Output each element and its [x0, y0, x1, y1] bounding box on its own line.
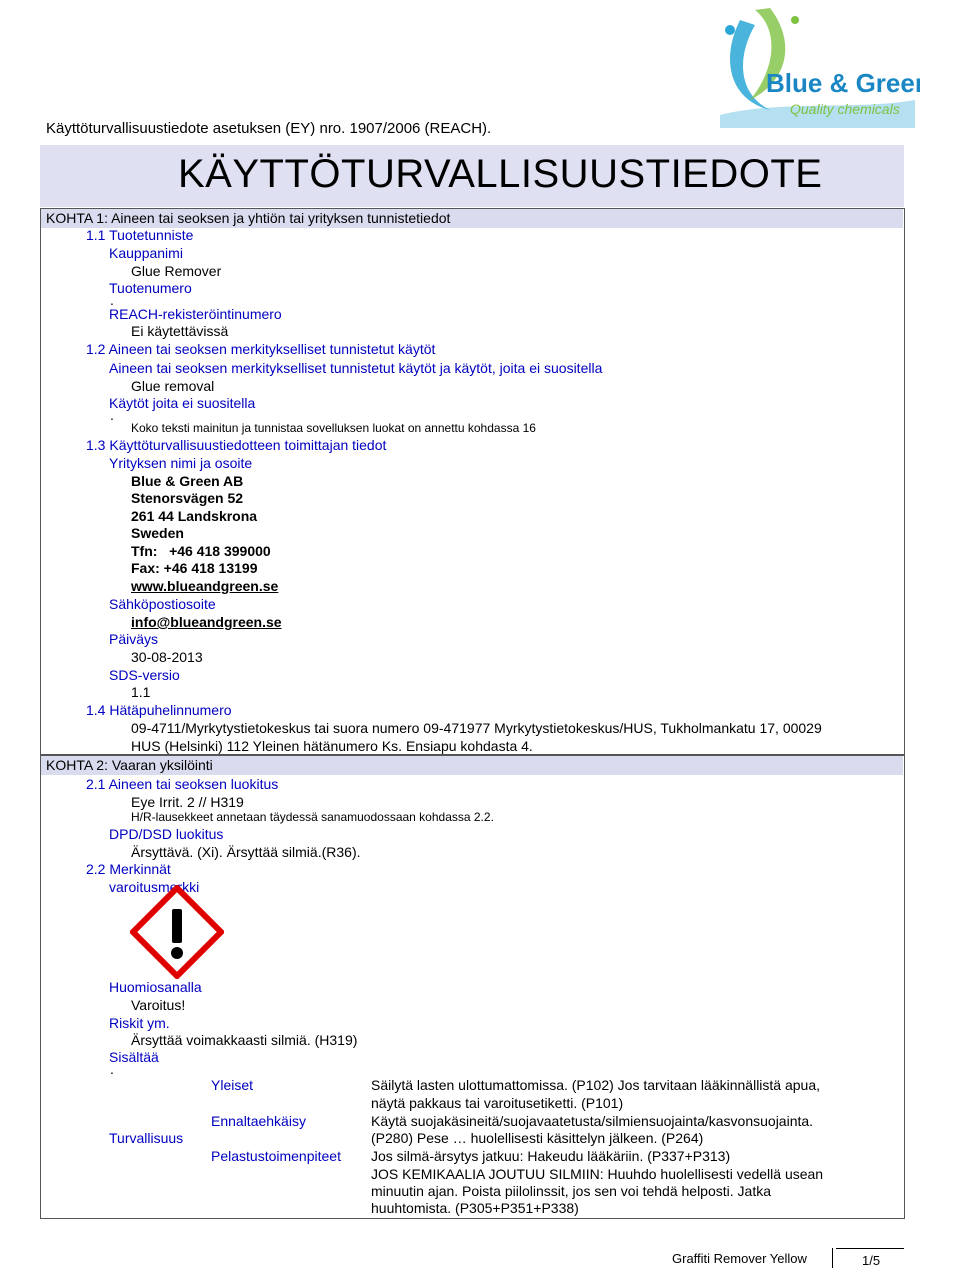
company-logo — [700, 0, 920, 132]
safety-row-text: huuhtomista. (P305+P351+P338) — [371, 1200, 579, 1216]
safety-row-label: Ennaltaehkäisy — [211, 1113, 306, 1129]
footer-divider — [832, 1248, 833, 1268]
pictogram-label: varoitusmerkki — [109, 879, 200, 895]
subsection-1-1: 1.1 Tuotetunniste — [86, 227, 194, 243]
date-value: 30-08-2013 — [131, 649, 203, 665]
trade-name: Glue Remover — [131, 263, 222, 279]
emergency-text: 09-4711/Myrkytystietokeskus tai suora numero 09-471977 Myrkytystietokeskus/HUS, Tukholmankatu 17, 00029 — [131, 720, 822, 736]
safety-row-text: Käytä suojakäsineitä/suojavaatetusta/silmiensuojainta/kasvonsuojainta. — [371, 1113, 814, 1129]
risks-label: Riskit ym. — [109, 1015, 170, 1031]
subsection-1-3: 1.3 Käyttöturvallisuustiedotteen toimittajan tiedot — [86, 437, 387, 453]
classification-value: Eye Irrit. 2 // H319 — [131, 794, 244, 810]
contains-label: Sisältää — [109, 1049, 159, 1065]
emergency-text: HUS (Helsinki) 112 Yleinen hätänumero Ks. Ensiapu kohdasta 4. — [131, 738, 533, 754]
safety-row-text: JOS KEMIKAALIA JOUTUU SILMIIN: Huuhdo huolellisesti vedellä usean — [371, 1166, 824, 1182]
safety-row-text: näytä pakkaus tai varoitusetiketti. (P101) — [371, 1095, 624, 1111]
sds-version-value: 1.1 — [131, 684, 151, 700]
regulation-text: Käyttöturvallisuustiedote asetuksen (EY) nro. 1907/2006 (REACH). — [46, 120, 492, 137]
risks-value: Ärsyttää voimakkaasti silmiä. (H319) — [131, 1032, 358, 1048]
classification-note: Koko teksti mainitun ja tunnistaa sovelluksen luokat on annettu kohdassa 16 — [131, 421, 536, 435]
email-link[interactable]: info@blueandgreen.se — [131, 614, 282, 630]
safety-row-label: Yleiset — [211, 1077, 254, 1093]
sds-version-label: SDS-versio — [109, 667, 180, 683]
company-line: Stenorsvägen 52 — [131, 490, 244, 506]
subsection-1-2: 1.2 Aineen tai seoksen merkitykselliset tunnistetut käytöt — [86, 341, 436, 357]
not-recommended-label: Käytöt joita ei suositella — [109, 395, 256, 411]
date-label: Päiväys — [109, 631, 159, 647]
uses-value: Glue removal — [131, 378, 215, 394]
product-number-label: Tuotenumero — [109, 280, 192, 296]
contains-value: . — [110, 1061, 114, 1077]
uses-label: Aineen tai seoksen merkitykselliset tunnistetut käytöt ja käytöt, joita ei suositella — [109, 360, 603, 376]
reach-label: REACH-rekisteröintinumero — [109, 306, 282, 322]
safety-row-text: (P280) Pese … huolellisesti käsittelyn jälkeen. (P264) — [371, 1130, 704, 1146]
subsection-2-2: 2.2 Merkinnät — [86, 861, 171, 877]
company-label: Yrityksen nimi ja osoite — [109, 455, 253, 471]
email-label: Sähköpostiosoite — [109, 596, 216, 612]
subsection-1-4: 1.4 Hätäpuhelinnumero — [86, 702, 232, 718]
section2-heading: KOHTA 2: Vaaran yksilöinti — [46, 757, 213, 773]
company-line: 261 44 Landskrona — [131, 508, 258, 524]
signal-word: Varoitus! — [131, 997, 186, 1013]
footer-product-name: Graffiti Remover Yellow — [672, 1251, 807, 1266]
dpd-label: DPD/DSD luokitus — [109, 826, 224, 842]
svg-text:Quality chemicals: Quality chemicals — [790, 101, 900, 117]
safety-row-text: Jos silmä-ärsytys jatkuu: Hakeudu lääkäriin. (P337+P313) — [371, 1148, 731, 1164]
company-fax: Fax: +46 418 13199 — [131, 560, 258, 576]
company-phone: Tfn: +46 418 399000 — [131, 543, 271, 559]
trade-name-label: Kauppanimi — [109, 245, 183, 261]
company-line: Blue & Green AB — [131, 473, 244, 489]
safety-row-text: minuutin ajan. Poista piilolinssit, jos sen voi tehdä helposti. Jatka — [371, 1183, 771, 1199]
section1-heading: KOHTA 1: Aineen tai seoksen ja yhtiön tai yrityksen tunnistetiedot — [46, 210, 451, 226]
safety-label: Turvallisuus — [109, 1130, 184, 1146]
company-website-link[interactable]: www.blueandgreen.se — [131, 578, 279, 594]
exclamation-hazard-icon — [130, 885, 224, 979]
not-recommended-value: . — [110, 407, 114, 423]
svg-text:Blue & Green: Blue & Green — [766, 68, 920, 98]
company-line: Sweden — [131, 525, 184, 541]
page-number: 1/5 — [862, 1253, 881, 1268]
safety-row-text: Säilytä lasten ulottumattomissa. (P102) Jos tarvitaan lääkinnällistä apua, — [371, 1077, 821, 1093]
signal-word-label: Huomiosanalla — [109, 979, 202, 995]
document-title: KÄYTTÖTURVALLISUUSTIEDOTE — [178, 152, 823, 196]
subsection-2-1: 2.1 Aineen tai seoksen luokitus — [86, 776, 279, 792]
safety-row-label: Pelastustoimenpiteet — [211, 1148, 341, 1164]
dpd-value: Ärsyttävä. (Xi). Ärsyttää silmiä.(R36). — [131, 844, 361, 860]
reach-value: Ei käytettävissä — [131, 323, 229, 339]
hr-note: H/R-lausekkeet annetaan täydessä sanamuodossaan kohdassa 2.2. — [131, 810, 494, 824]
product-number: . — [110, 292, 114, 308]
